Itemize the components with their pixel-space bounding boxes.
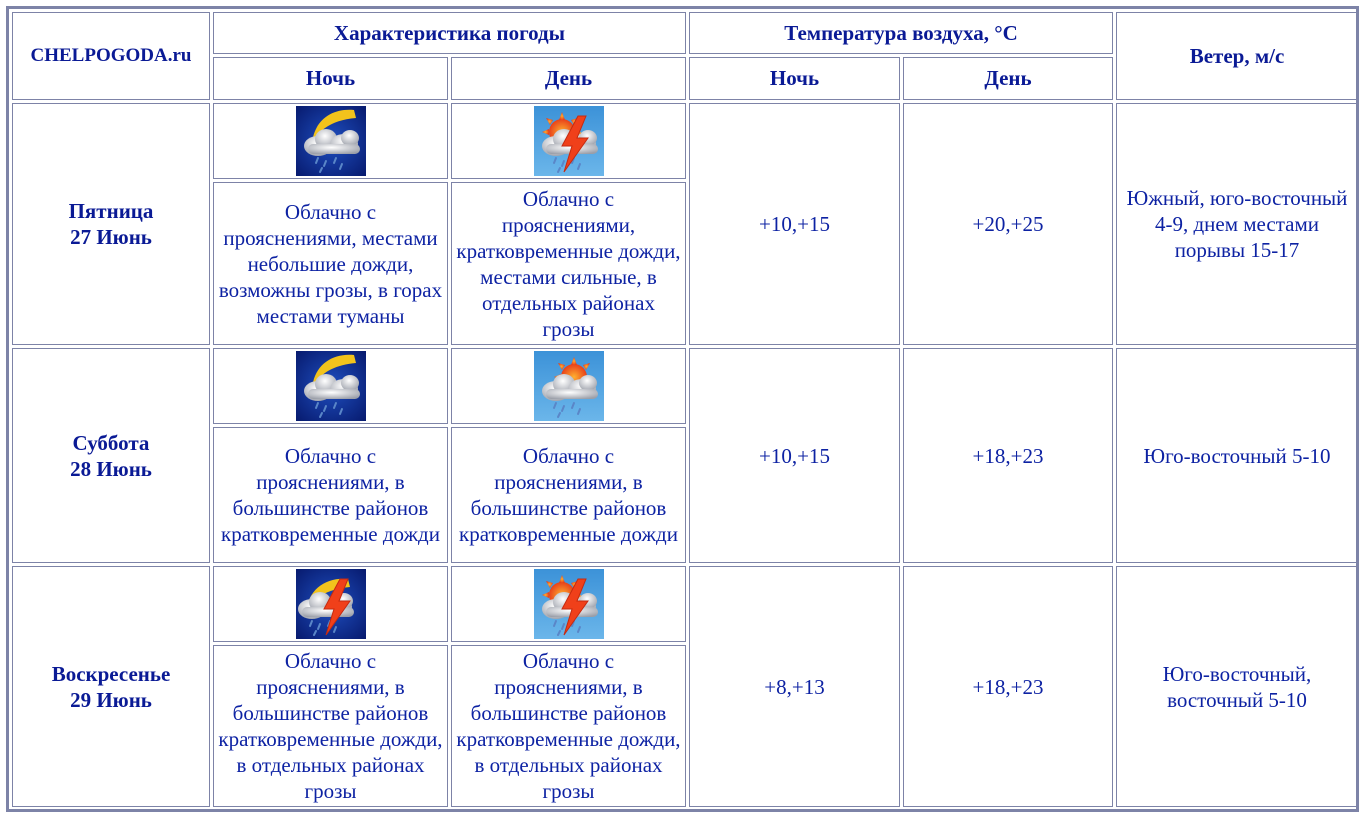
sun-cloud-rain-thunder-icon — [534, 106, 604, 176]
day-icon-cell — [451, 566, 686, 642]
wind-header: Ветер, м/с — [1116, 12, 1358, 100]
weekday: Воскресенье — [51, 661, 171, 686]
night-description: Облачно с прояснениями, в большинстве районов кратковременные дожди, в отдельных районах грозы — [213, 645, 448, 807]
weather-group-header: Характеристика погоды — [213, 12, 686, 54]
day-label — [12, 566, 210, 807]
date: 28 Июнь — [70, 456, 152, 481]
weather-day-header: День — [451, 57, 686, 100]
wind: Юго-восточный 5-10 — [1116, 348, 1358, 563]
temp-night: +8,+13 — [689, 566, 900, 807]
temp-day-header: День — [903, 57, 1113, 100]
night-icon-cell — [213, 566, 448, 642]
forecast-table — [9, 9, 1361, 810]
moon-cloud-rain-icon — [296, 106, 366, 176]
temp-day: +18,+23 — [903, 348, 1113, 563]
sun-cloud-rain-thunder-icon — [534, 569, 604, 639]
brand-logo: CHELPOGODA.ru — [12, 12, 210, 100]
night-description: Облачно с прояснениями, в большинстве районов кратковременные дожди — [213, 427, 448, 563]
temp-day: +18,+23 — [903, 566, 1113, 807]
date: 27 Июнь — [70, 225, 152, 249]
night-icon-cell — [213, 103, 448, 179]
night-description: Облачно с прояснениями, местами небольшие дожди, возможны грозы, в горах местами туманы — [213, 182, 448, 345]
wind: Юго-восточный, восточный 5-10 — [1116, 566, 1358, 807]
day-description: Облачно с прояснениями, в большинстве районов кратковременные дожди, в отдельных районах грозы — [451, 645, 686, 807]
moon-cloud-rain-thunder-icon — [296, 569, 366, 639]
forecast-row-2 — [12, 566, 1358, 642]
day-description: Облачно с прояснениями, в большинстве районов кратковременные дожди — [451, 427, 686, 563]
forecast-row-1 — [12, 348, 1358, 424]
day-description: Облачно с прояснениями, кратковременные дожди, местами сильные, в отдельных районах грозы — [451, 182, 686, 345]
weekday: Суббота — [72, 430, 150, 455]
temperature-group-header: Температура воздуха, °C — [689, 12, 1113, 54]
temp-night-header: Ночь — [689, 57, 900, 100]
temp-night: +10,+15 — [689, 103, 900, 345]
temp-night: +10,+15 — [689, 348, 900, 563]
day-icon-cell — [451, 348, 686, 424]
temp-day: +20,+25 — [903, 103, 1113, 345]
weekday: Пятница — [68, 199, 154, 223]
moon-cloud-rain-icon — [296, 351, 366, 421]
forecast-container — [6, 6, 1359, 812]
wind: Южный, юго-восточный 4-9, днем местами порывы 15-17 — [1116, 103, 1358, 345]
day-label — [12, 348, 210, 563]
day-label — [12, 103, 210, 345]
sun-cloud-rain-icon — [534, 351, 604, 421]
forecast-row-0 — [12, 103, 1358, 179]
night-icon-cell — [213, 348, 448, 424]
weather-night-header: Ночь — [213, 57, 448, 100]
date: 29 Июнь — [70, 687, 152, 712]
day-icon-cell — [451, 103, 686, 179]
